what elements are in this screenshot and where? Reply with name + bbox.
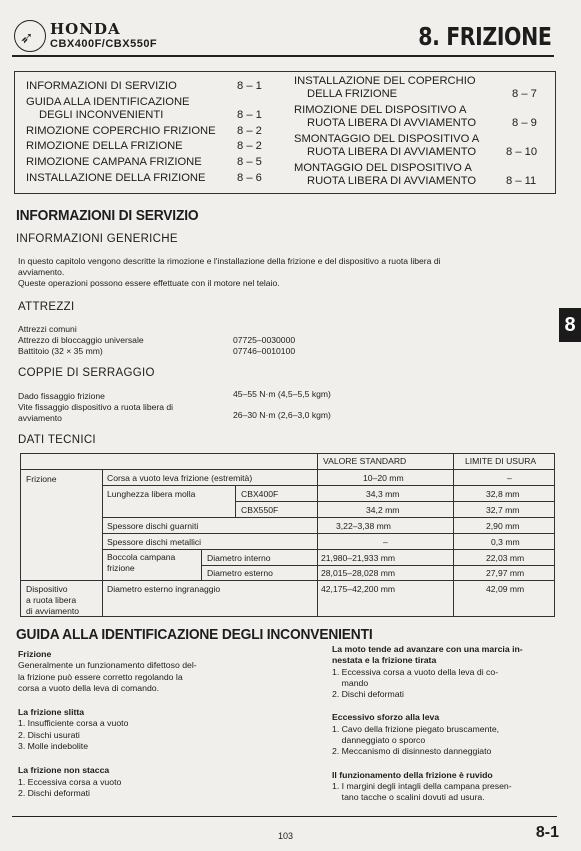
tool-name: Battitoio (32 × 35 mm) bbox=[18, 346, 103, 356]
page-code: 8-1 bbox=[535, 824, 559, 841]
brand-name: HONDA bbox=[50, 20, 121, 38]
chapter-title: 8. FRIZIONE bbox=[417, 22, 551, 51]
subsection-title: DATI TECNICI bbox=[18, 434, 96, 446]
tool-name: Attrezzi comuni bbox=[18, 324, 77, 334]
toc-item-cont: RUOTA LIBERA DI AVVIAMENTO bbox=[307, 117, 477, 129]
row-group-label: a ruota libera bbox=[26, 595, 77, 605]
table-cell: 0,3 mm bbox=[491, 537, 520, 547]
troubleshoot-item: 1. Eccessiva corsa a vuoto della leva di co- bbox=[332, 666, 499, 677]
table-cell: 22,03 mm bbox=[486, 553, 525, 563]
toc-item[interactable]: MONTAGGIO DEL DISPOSITIVO A bbox=[294, 162, 472, 174]
table-cell: frizione bbox=[107, 563, 135, 573]
troubleshoot-item: 1. Insufficiente corsa a vuoto bbox=[18, 718, 129, 729]
tool-code: 07746–0010100 bbox=[233, 346, 296, 356]
section-title: GUIDA ALLA IDENTIFICAZIONE DEGLI INCONVENIENTI bbox=[16, 626, 373, 643]
table-cell: Diametro esterno bbox=[207, 568, 273, 578]
toc-page: 8 – 11 bbox=[506, 175, 537, 187]
intro-text: avviamento. bbox=[18, 267, 65, 277]
header-divider bbox=[12, 55, 554, 57]
toc-item[interactable]: RIMOZIONE DELLA FRIZIONE bbox=[26, 140, 183, 152]
troubleshoot-item: 3. Molle indebolite bbox=[18, 741, 89, 752]
toc-item-cont: RUOTA LIBERA DI AVVIAMENTO bbox=[307, 175, 477, 187]
subsection-title: ATTREZZI bbox=[18, 301, 75, 313]
table-cell: – bbox=[507, 473, 512, 483]
toc-page: 8 – 6 bbox=[237, 172, 262, 184]
toc-item-cont: DEGLI INCONVENIENTI bbox=[39, 109, 164, 121]
row-group-label: Frizione bbox=[26, 474, 57, 484]
torque-value: 45–55 N·m (4,5–5,5 kgm) bbox=[233, 389, 331, 399]
troubleshoot-heading: Il funzionamento della frizione è ruvido bbox=[332, 769, 493, 780]
intro-text: In questo capitolo vengono descritte la rimozione e l'installazione della frizione e del dispositivo a ruota libera di bbox=[18, 256, 441, 266]
troubleshoot-item: 2. Dischi usurati bbox=[18, 729, 80, 740]
table-cell: 42,175–42,200 mm bbox=[321, 584, 396, 594]
table-of-contents bbox=[14, 71, 556, 194]
troubleshoot-item: 1. Cavo della frizione piegato bruscamente, bbox=[332, 723, 500, 734]
table-cell: Diametro interno bbox=[207, 553, 271, 563]
tool-name: Attrezzo di bloccaggio universale bbox=[18, 335, 144, 345]
table-cell: 42,09 mm bbox=[486, 584, 525, 594]
table-cell: CBX550F bbox=[241, 505, 279, 515]
troubleshoot-text: la frizione può essere corretto regolando la bbox=[18, 671, 183, 682]
toc-page: 8 – 2 bbox=[237, 140, 262, 152]
row-group-label: Dispositivo bbox=[26, 584, 68, 594]
table-cell: 32,8 mm bbox=[486, 489, 520, 499]
toc-page: 8 – 10 bbox=[506, 146, 538, 158]
toc-page: 8 – 9 bbox=[512, 117, 537, 129]
tech-data-table bbox=[20, 453, 555, 617]
table-cell: 21,980–21,933 mm bbox=[321, 553, 396, 563]
torque-name: Vite fissaggio dispositivo a ruota libera di bbox=[18, 402, 174, 412]
troubleshoot-left bbox=[18, 649, 197, 799]
toc-item[interactable]: RIMOZIONE COPERCHIO FRIZIONE bbox=[26, 125, 216, 137]
torque-value: 26–30 N·m (2,6–3,0 kgm) bbox=[233, 410, 331, 420]
troubleshoot-item: 2. Dischi deformati bbox=[18, 787, 90, 798]
troubleshoot-item: 1. Eccessiva corsa a vuoto bbox=[18, 776, 122, 787]
troubleshoot-item: mando bbox=[332, 677, 369, 688]
table-cell: 28,015–28,028 mm bbox=[321, 568, 396, 578]
intro-text: Queste operazioni possono essere effettuate con il motore nel telaio. bbox=[18, 278, 280, 288]
row-group-label: di avviamento bbox=[26, 606, 80, 616]
toc-item[interactable]: RIMOZIONE CAMPANA FRIZIONE bbox=[26, 156, 202, 168]
table-cell: Lunghezza libera molla bbox=[107, 489, 196, 499]
wing-icon: ➶ bbox=[20, 30, 34, 47]
toc-page: 8 – 1 bbox=[237, 109, 262, 121]
toc-item[interactable]: SMONTAGGIO DEL DISPOSITIVO A bbox=[294, 133, 480, 145]
troubleshoot-heading: Frizione bbox=[18, 649, 52, 659]
column-header: VALORE STANDARD bbox=[323, 456, 407, 466]
troubleshoot-text: corsa a vuoto della leva di comando. bbox=[18, 682, 160, 693]
table-cell: Boccola campana bbox=[107, 552, 176, 562]
toc-page: 8 – 5 bbox=[237, 156, 262, 168]
toc-item[interactable]: INFORMAZIONI DI SERVIZIO bbox=[26, 80, 177, 92]
troubleshoot-heading: La moto tende ad avanzare con una marcia in- bbox=[332, 644, 523, 654]
toc-page: 8 – 7 bbox=[512, 88, 537, 100]
troubleshoot-heading: La frizione non stacca bbox=[18, 765, 110, 776]
troubleshoot-text: Generalmente un funzionamento difettoso del- bbox=[18, 660, 197, 671]
footer-divider bbox=[12, 816, 557, 817]
troubleshoot-item: 1. I margini degli intagli della campana presen- bbox=[332, 780, 512, 791]
toc-item-cont: RUOTA LIBERA DI AVVIAMENTO bbox=[307, 146, 477, 158]
section-title: INFORMAZIONI DI SERVIZIO bbox=[16, 207, 199, 224]
toc-item[interactable]: RIMOZIONE DEL DISPOSITIVO A bbox=[294, 104, 467, 116]
table-cell: 32,7 mm bbox=[486, 505, 520, 515]
subsection-title: COPPIE DI SERRAGGIO bbox=[18, 367, 155, 379]
table-cell: Diametro esterno ingranaggio bbox=[107, 584, 221, 594]
troubleshoot-item: 2. Meccanismo di disinnesto danneggiato bbox=[332, 746, 492, 757]
toc-item[interactable]: GUIDA ALLA IDENTIFICAZIONE bbox=[26, 96, 190, 108]
toc-item[interactable]: INSTALLAZIONE DEL COPERCHIO bbox=[294, 75, 476, 87]
table-cell: Spessore dischi guarniti bbox=[107, 521, 199, 531]
torque-name-cont: avviamento bbox=[18, 413, 62, 423]
table-cell: 27,97 mm bbox=[486, 568, 525, 578]
chapter-tab[interactable]: 8 bbox=[559, 308, 581, 342]
toc-page: 8 – 2 bbox=[237, 125, 262, 137]
troubleshoot-heading: La frizione slitta bbox=[18, 707, 85, 718]
table-cell: Corsa a vuoto leva frizione (estremità) bbox=[107, 473, 253, 483]
model-name: CBX400F/CBX550F bbox=[50, 38, 158, 50]
tool-code: 07725–0030000 bbox=[233, 335, 296, 345]
torque-name: Dado fissaggio frizione bbox=[18, 391, 105, 401]
troubleshoot-item: danneggiato o sporco bbox=[332, 735, 426, 746]
table-cell: 34,3 mm bbox=[366, 489, 400, 499]
table-cell: 10–20 mm bbox=[363, 473, 404, 483]
troubleshoot-item: tano tacche o scalini dovuti ad usura. bbox=[332, 792, 485, 803]
troubleshoot-heading: nestata e la frizione tirata bbox=[332, 655, 437, 666]
page-number: 103 bbox=[278, 831, 294, 841]
column-header: LIMITE DI USURA bbox=[465, 456, 537, 466]
table-cell: 34,2 mm bbox=[366, 505, 400, 515]
table-cell: 3,22–3,38 mm bbox=[336, 521, 391, 531]
table-cell: – bbox=[383, 537, 388, 547]
toc-page: 8 – 1 bbox=[237, 80, 262, 92]
table-cell: CBX400F bbox=[241, 489, 279, 499]
troubleshoot-right bbox=[332, 644, 523, 804]
table-cell: 2,90 mm bbox=[486, 521, 520, 531]
subsection-title: INFORMAZIONI GENERICHE bbox=[16, 233, 178, 245]
toc-item-cont: DELLA FRIZIONE bbox=[307, 88, 398, 100]
troubleshoot-heading: Eccessivo sforzo alla leva bbox=[332, 712, 440, 723]
toc-item[interactable]: INSTALLAZIONE DELLA FRIZIONE bbox=[26, 172, 206, 184]
troubleshoot-item: 2. Dischi deformati bbox=[332, 689, 404, 700]
table-cell: Spessore dischi metallici bbox=[107, 537, 202, 547]
